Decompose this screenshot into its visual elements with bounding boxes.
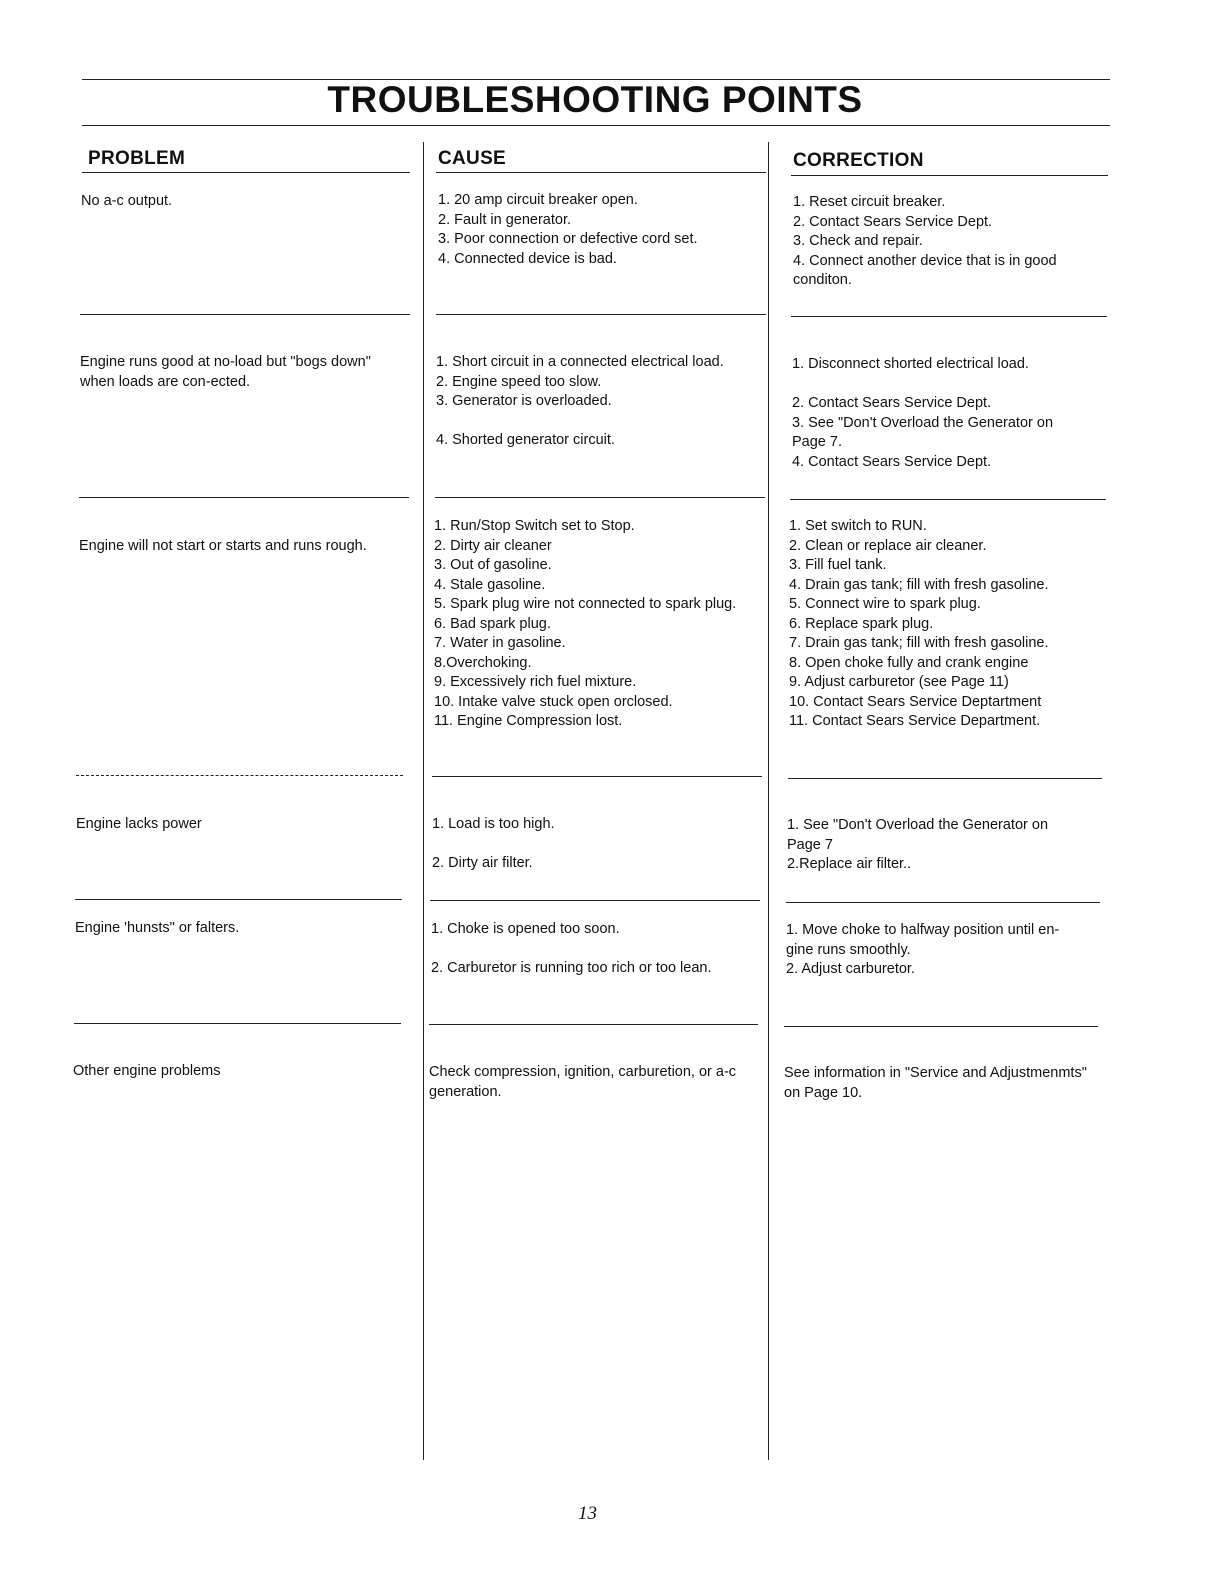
row3-cause-line: 5. Spark plug wire not connected to spark plug. <box>434 596 737 612</box>
row3-correction-line: 3. Fill fuel tank. <box>789 557 887 573</box>
header-correction-underline <box>791 175 1108 176</box>
row1-separator-cause <box>436 314 766 315</box>
row6-cause-line: generation. <box>429 1083 502 1100</box>
page-number: 13 <box>578 1503 597 1524</box>
row5-correction <box>786 921 1059 980</box>
row6-problem-line: Other engine problems <box>73 1063 221 1079</box>
row1-cause-line: 1. 20 amp circuit breaker open. <box>438 192 638 208</box>
row2-correction-line: 4. Contact Sears Service Dept. <box>792 453 992 470</box>
row5-separator-problem <box>74 1023 401 1024</box>
row5-cause <box>431 920 711 979</box>
row4-separator-problem <box>75 899 402 900</box>
row3-correction-line: 4. Drain gas tank; fill with fresh gasoline. <box>789 576 1049 593</box>
row2-correction-gap <box>792 375 1053 395</box>
row3-correction <box>789 517 1049 732</box>
row3-cause-line: 2. Dirty air cleaner <box>434 537 552 554</box>
row3-correction-line: 10. Contact Sears Service Deptartment <box>789 693 1042 710</box>
row2-cause <box>436 353 724 451</box>
row2-cause-gap <box>436 412 724 432</box>
row1-correction-line: conditon. <box>793 272 852 288</box>
row4-cause <box>432 815 555 874</box>
row4-separator-cause <box>430 900 760 901</box>
row3-correction-line: 2. Clean or replace air cleaner. <box>789 537 987 554</box>
row3-correction-line: 9. Adjust carburetor (see Page 11) <box>789 674 1009 690</box>
row4-cause-gap <box>432 835 555 855</box>
row3-correction-line: 8. Open choke fully and crank engine <box>789 654 1029 671</box>
row1-separator-problem <box>80 314 410 315</box>
row3-cause-line: 9. Excessively rich fuel mixture. <box>434 674 637 690</box>
row1-cause <box>438 191 698 269</box>
row4-correction <box>787 816 1048 875</box>
row4-problem-line: Engine lacks power <box>76 816 202 832</box>
row5-separator-cause <box>429 1024 758 1025</box>
header-cause-underline <box>436 172 766 173</box>
row2-problem-line: when loads are con-ected. <box>80 373 251 390</box>
row4-correction-line: 2.Replace air filter.. <box>787 856 912 872</box>
row4-cause-line: 2. Dirty air filter. <box>432 855 533 871</box>
row1-cause-line: 3. Poor connection or defective cord set. <box>438 231 698 247</box>
row3-cause-line: 10. Intake valve stuck open orclosed. <box>434 693 673 710</box>
row5-correction-line: 2. Adjust carburetor. <box>786 961 915 977</box>
row2-correction-line: 3. See "Don't Overload the Generator on <box>792 414 1054 431</box>
row2-cause-line: 1. Short circuit in a connected electrical load. <box>436 354 724 370</box>
row3-separator-correction <box>788 778 1102 779</box>
page-title: TROUBLESHOOTING POINTS <box>327 79 863 120</box>
row1-problem-line: No a-c output. <box>81 193 173 209</box>
row1-correction <box>793 193 1057 291</box>
row6-problem <box>73 1062 403 1082</box>
row3-cause-line: 3. Out of gasoline. <box>434 557 552 573</box>
row4-correction-line: 1. See "Don't Overload the Generator on <box>787 817 1049 833</box>
row2-separator-problem <box>79 497 409 498</box>
row3-cause-line: 7. Water in gasoline. <box>434 635 566 651</box>
row1-correction-line: 4. Connect another device that is in good <box>793 252 1057 269</box>
header-cause: CAUSE <box>438 148 507 169</box>
row6-correction-line: on Page 10. <box>784 1084 863 1101</box>
row5-problem-line: Engine 'hunsts" or falters. <box>75 920 240 936</box>
row6-cause-line: Check compression, ignition, carburetion, or a-c <box>429 1064 737 1080</box>
row2-correction-line: Page 7. <box>792 434 842 450</box>
row2-cause-line: 4. Shorted generator circuit. <box>436 432 615 448</box>
row3-cause-line: 8.Overchoking. <box>434 654 532 671</box>
row3-cause-line: 1. Run/Stop Switch set to Stop. <box>434 518 635 534</box>
row1-cause-line: 2. Fault in generator. <box>438 211 571 228</box>
row3-cause <box>434 517 736 732</box>
header-problem: PROBLEM <box>88 148 186 169</box>
row5-separator-correction <box>784 1026 1098 1027</box>
row1-correction-line: 3. Check and repair. <box>793 233 923 249</box>
row3-cause-line: 6. Bad spark plug. <box>434 615 551 632</box>
row2-correction-line: 1. Disconnect shorted electrical load. <box>792 356 1029 372</box>
row4-cause-line: 1. Load is too high. <box>432 816 555 832</box>
row1-problem <box>81 192 411 212</box>
row2-cause-line: 3. Generator is overloaded. <box>436 393 612 409</box>
row3-problem-line: Engine will not start or starts and runs rough. <box>79 537 367 554</box>
row5-correction-line: gine runs smoothly. <box>786 941 911 958</box>
row6-cause <box>429 1063 736 1102</box>
row3-problem-gap <box>79 517 409 537</box>
row4-problem <box>76 815 406 835</box>
header-problem-underline <box>82 172 410 173</box>
row2-problem-line: Engine runs good at no-load but "bogs down" <box>80 354 371 370</box>
row1-separator-correction <box>791 316 1107 317</box>
row3-cause-line: 11. Engine Compression lost. <box>434 713 623 729</box>
row3-separator-problem <box>76 775 403 776</box>
row2-separator-cause <box>435 497 765 498</box>
row3-cause-line: 4. Stale gasoline. <box>434 576 546 593</box>
column-divider-left <box>423 142 424 1460</box>
row5-cause-line: 1. Choke is opened too soon. <box>431 921 620 937</box>
column-divider-right <box>768 142 769 1460</box>
title-underline <box>82 125 1110 126</box>
row2-correction-line: 2. Contact Sears Service Dept. <box>792 395 992 411</box>
row1-correction-line: 1. Reset circuit breaker. <box>793 194 946 210</box>
row4-correction-line: Page 7 <box>787 836 833 853</box>
row1-correction-line: 2. Contact Sears Service Dept. <box>793 213 993 230</box>
row3-correction-line: 5. Connect wire to spark plug. <box>789 596 981 612</box>
row3-correction-line: 1. Set switch to RUN. <box>789 518 927 534</box>
row6-correction <box>784 1064 1087 1103</box>
row5-cause-line: 2. Carburetor is running too rich or too lean. <box>431 960 712 976</box>
row2-separator-correction <box>790 499 1106 500</box>
row3-correction-line: 7. Drain gas tank; fill with fresh gasoline. <box>789 635 1049 651</box>
row5-correction-line: 1. Move choke to halfway position until en- <box>786 922 1060 938</box>
header-correction: CORRECTION <box>793 150 924 171</box>
row3-problem <box>79 517 409 556</box>
row5-problem <box>75 919 405 939</box>
row6-correction-line: See information in "Service and Adjustmenmts" <box>784 1065 1087 1081</box>
row3-correction-line: 6. Replace spark plug. <box>789 615 934 632</box>
row4-separator-correction <box>786 902 1100 903</box>
row5-cause-gap <box>431 940 711 960</box>
row3-correction-line: 11. Contact Sears Service Department. <box>789 713 1041 729</box>
row2-problem <box>80 353 410 392</box>
row3-separator-cause <box>432 776 762 777</box>
row2-cause-line: 2. Engine speed too slow. <box>436 373 602 390</box>
row2-correction <box>792 355 1053 472</box>
row1-cause-line: 4. Connected device is bad. <box>438 250 617 267</box>
